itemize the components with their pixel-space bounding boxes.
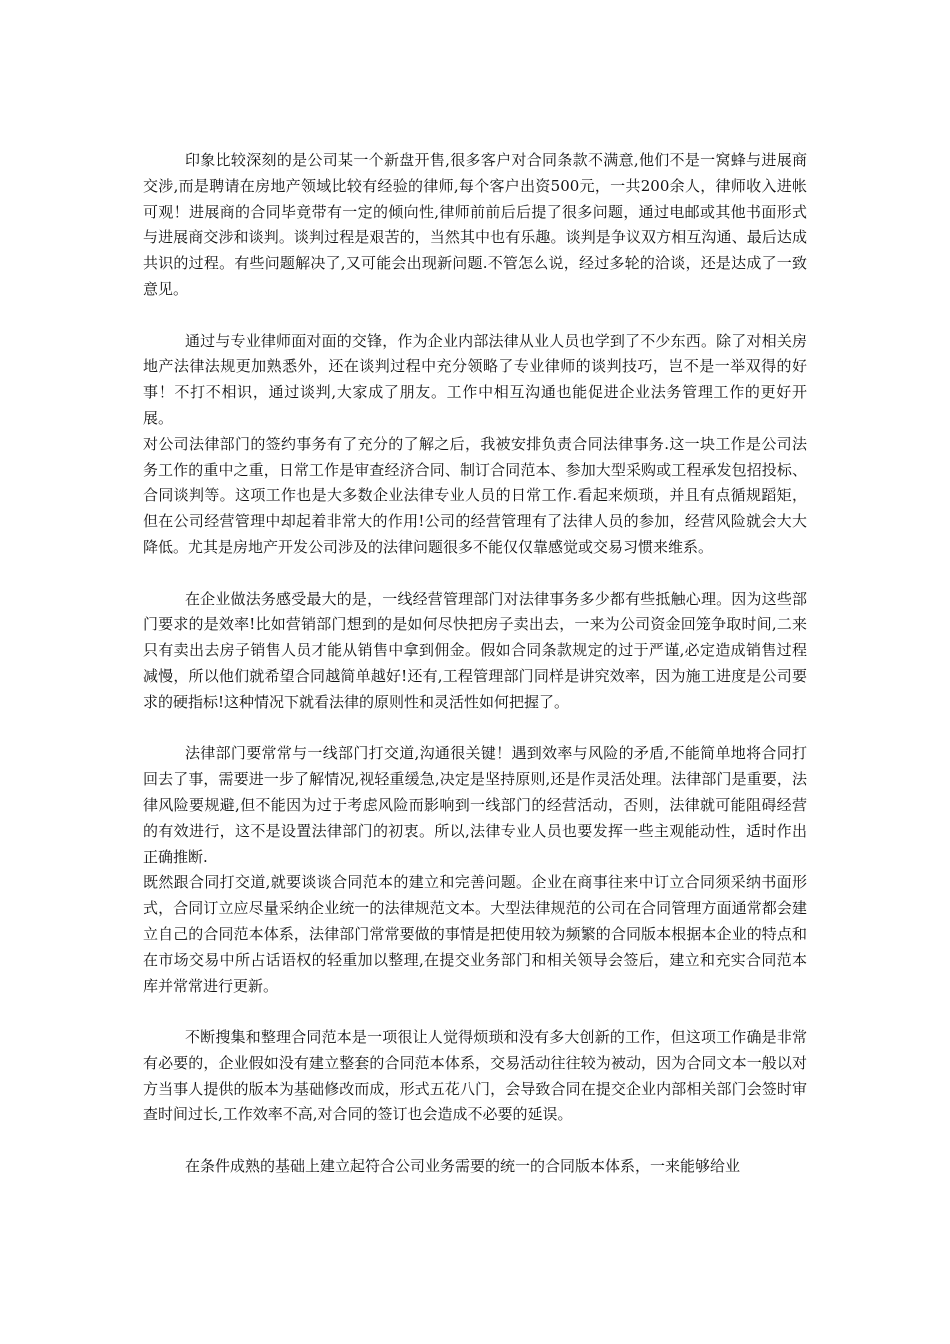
paragraph-6: 既然跟合同打交道,就要谈谈合同范本的建立和完善问题。企业在商事往来中订立合同须采纳书面形式，合同订立应尽量采纳企业统一的法律规范文本。大型法律规范的公司在合同管理方面通常都会建立自己的合同范本体系，法律部门常常要做的事情是把使用较为频繁的合同版本根据本企业的特点和在市场交易中所占话语权的轻重加以整理,在提交业务部门和相关领导会签后，建立和充实合同范本库并常常进行更新。: [143, 873, 807, 995]
paragraph-2: 通过与专业律师面对面的交锋，作为企业内部法律从业人员也学到了不少东西。除了对相关房地产法律法规更加熟悉外，还在谈判过程中充分领略了专业律师的谈判技巧，岂不是一举双得的好事！不打不相识，通过谈判,大家成了朋友。工作中相互沟通也能促进企业法务管理工作的更好开展。: [143, 331, 807, 427]
paragraph-3: 对公司法律部门的签约事务有了充分的了解之后，我被安排负责合同法律事务.这一块工作是公司法务工作的重中之重，日常工作是审查经济合同、制订合同范本、参加大型采购或工程承发包招投标、合同谈判等。这项工作也是大多数企业法律专业人员的日常工作.看起来烦琐，并且有点循规蹈矩，但在公司经营管理中却起着非常大的作用!公司的经营管理有了法律人员的参加，经营风险就会大大降低。尤其是房地产开发公司涉及的法律问题很多不能仅仅靠感觉或交易习惯来维系。: [143, 434, 807, 556]
paragraph-8: 在条件成熟的基础上建立起符合公司业务需要的统一的合同版本体系，一来能够给业: [185, 1157, 741, 1176]
paragraph-4: 在企业做法务感受最大的是，一线经营管理部门对法律事务多少都有些抵触心理。因为这些部门要求的是效率!比如营销部门想到的是如何尽快把房子卖出去，一来为公司资金回笼争取时间,二来只有卖出去房子销售人员才能从销售中拿到佣金。假如合同条款规定的过于严谨,必定造成销售过程减慢，所以他们就希望合同越简单越好!还有,工程管理部门同样是讲究效率，因为施工进度是公司要求的硬指标!这种情况下就看法律的原则性和灵活性如何把握了。: [143, 589, 807, 711]
paragraph-7: 不断搜集和整理合同范本是一项很让人觉得烦琐和没有多大创新的工作，但这项工作确是非常有必要的，企业假如没有建立整套的合同范本体系，交易活动往往较为被动，因为合同文本一般以对方当事人提供的版本为基础修改而成，形式五花八门，会导致合同在提交企业内部相关部门会签时审查时间过长,工作效率不高,对合同的签订也会造成不必要的延误。: [143, 1028, 807, 1124]
paragraph-1: 印象比较深刻的是公司某一个新盘开售,很多客户对合同条款不满意,他们不是一窝蜂与进展商交涉,而是聘请在房地产领域比较有经验的律师,每个客户出资500元，一共200余人，律师收入进帐可观！进展商的合同毕竟带有一定的倾向性,律师前前后后提了很多问题，通过电邮或其他书面形式与进展商交涉和谈判。谈判过程是艰苦的，当然其中也有乐趣。谈判是争议双方相互沟通、最后达成共识的过程。有些问题解决了,又可能会出现新问题.不管怎么说，经过多轮的洽谈，还是达成了一致意见。: [143, 151, 807, 298]
paragraph-5: 法律部门要常常与一线部门打交道,沟通很关键！遇到效率与风险的矛盾,不能简单地将合同打回去了事，需要进一步了解情况,视轻重缓急,决定是坚持原则,还是作灵活处理。法律部门是重要，法律风险要规避,但不能因为过于考虑风险而影响到一线部门的经营活动，否则，法律就可能阻碍经营的有效进行，这不是设置法律部门的初衷。所以,法律专业人员也要发挥一些主观能动性，适时作出正确推断.: [143, 744, 807, 866]
document-page: [143, 148, 807, 1180]
